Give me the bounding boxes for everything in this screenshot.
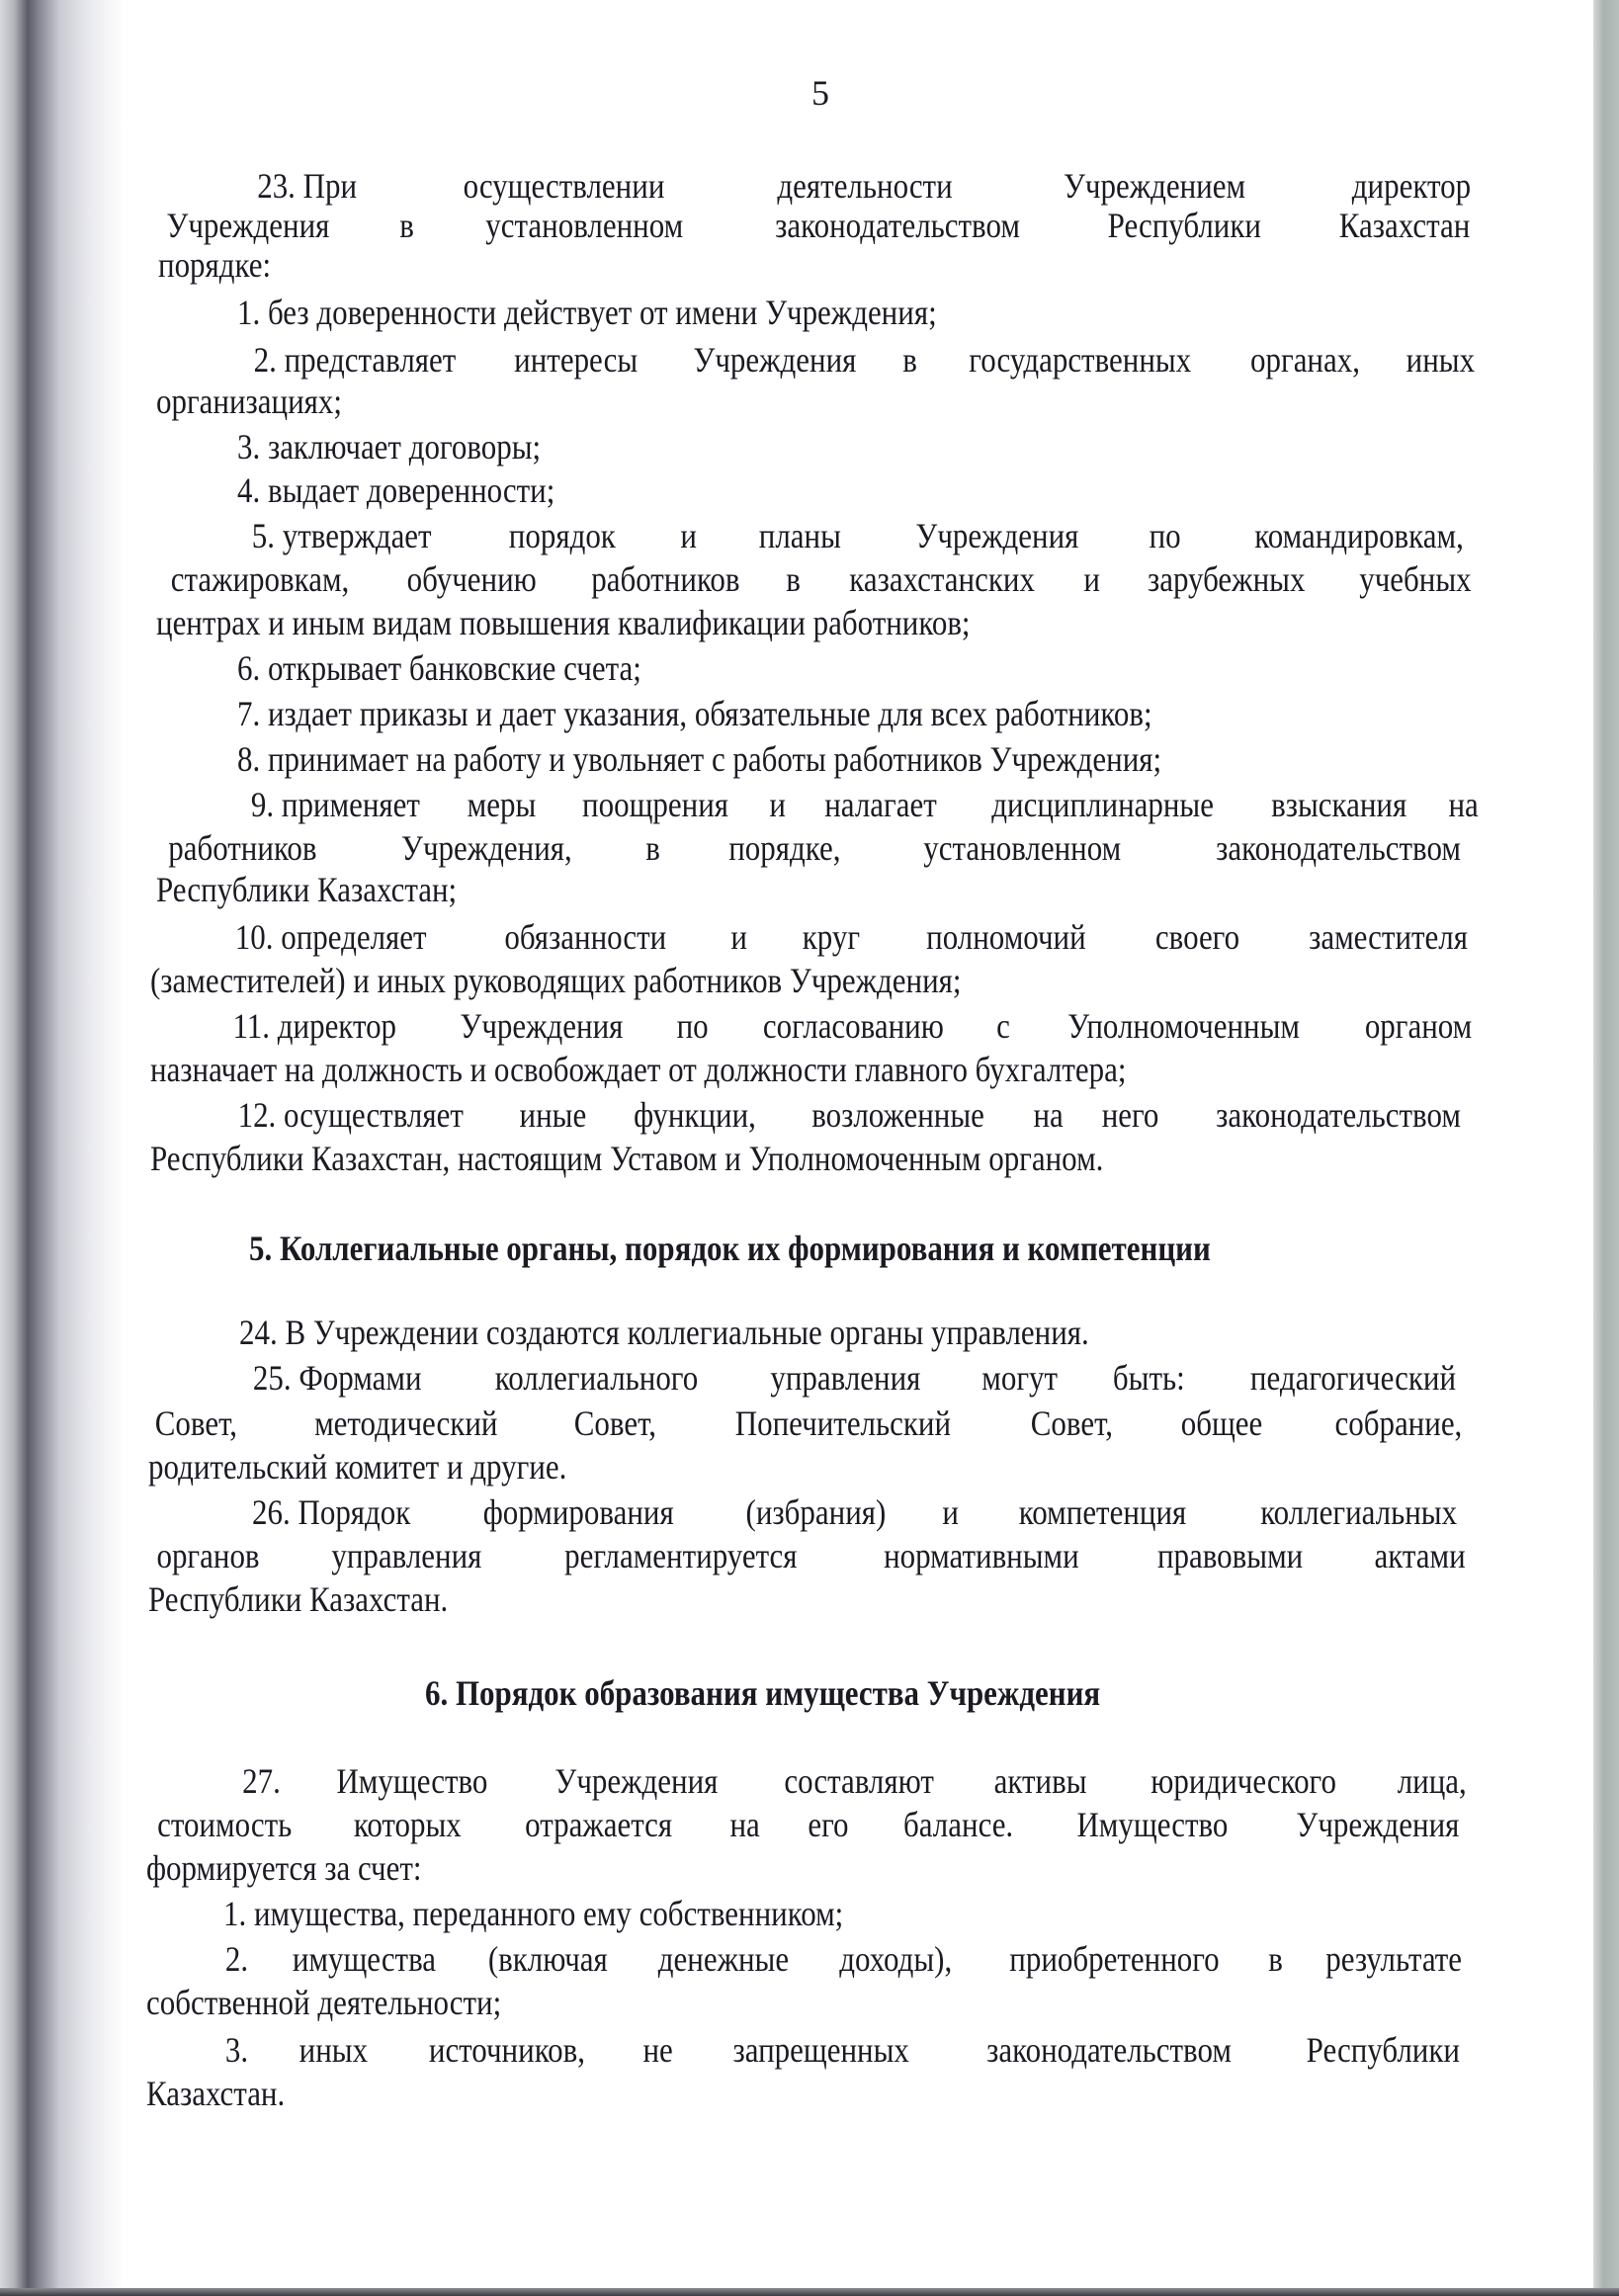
word: и <box>680 516 697 555</box>
word: на <box>1033 1095 1064 1135</box>
word: планы <box>758 516 842 555</box>
word: активы <box>993 1761 1087 1801</box>
scan-bottom-edge <box>0 2288 1619 2296</box>
word: Совет, <box>573 1403 656 1443</box>
word: командировкам, <box>1254 516 1464 555</box>
word: методический <box>313 1403 498 1443</box>
p27-line-1 <box>239 1761 1473 1801</box>
word: управления <box>331 1536 482 1575</box>
word: Имущество <box>1076 1805 1229 1844</box>
word: Совет, <box>154 1403 238 1443</box>
word: лица, <box>1398 1761 1468 1801</box>
word: заместителя <box>1308 917 1468 957</box>
word: его <box>808 1805 849 1844</box>
word: деятельности <box>777 166 953 206</box>
word: возложенные <box>811 1095 985 1135</box>
word: (избрания) <box>745 1492 886 1532</box>
word: результате <box>1324 1939 1462 1979</box>
p23-line-2 <box>153 206 1481 245</box>
p27-item-1: 1. имущества, переданного ему собственником; <box>223 1894 844 1933</box>
word: Учреждения, <box>400 828 572 868</box>
word: юридического <box>1150 1761 1336 1801</box>
word: запрещенных <box>732 2030 909 2070</box>
word: согласованию <box>762 1006 944 1046</box>
word: которых <box>354 1805 463 1844</box>
word: составляют <box>784 1761 934 1801</box>
p25-line-1 <box>239 1358 1473 1398</box>
section-5-heading: 5. Коллегиальные органы, порядок их формирования и компетенции <box>249 1229 1211 1268</box>
word: быть: <box>1112 1358 1185 1398</box>
word: налагает <box>824 785 937 824</box>
word: дисциплинарные <box>991 785 1215 824</box>
section-6-heading: 6. Порядок образования имущества Учреждения <box>425 1673 1101 1713</box>
word: управления <box>769 1358 920 1398</box>
word: осуществлении <box>463 166 665 206</box>
p23-item-2-line-1 <box>237 340 1481 380</box>
word: актами <box>1374 1536 1466 1575</box>
word: своего <box>1154 917 1240 957</box>
word: иных <box>1406 340 1476 380</box>
word: коллегиального <box>494 1358 699 1398</box>
p23-item-5-line-1 <box>237 516 1481 555</box>
word: 3. <box>224 2030 249 2070</box>
word: доходы), <box>839 1939 953 1979</box>
p23-item-12-line-1 <box>219 1095 1481 1135</box>
word: Учреждения <box>460 1006 624 1046</box>
word: 2. <box>224 1939 249 1979</box>
word: органов <box>156 1536 260 1575</box>
p23-item-1: 1. без доверенности действует от имени Учреждения; <box>237 293 937 332</box>
word: взыскания <box>1271 785 1407 824</box>
word: обязанности <box>504 917 667 957</box>
word: законодательством <box>774 206 1020 245</box>
word: Казахстан <box>1338 206 1471 245</box>
word: на <box>1448 785 1479 824</box>
word: в <box>398 206 414 245</box>
p25-line-3: родительский комитет и другие. <box>148 1447 567 1487</box>
word: Республики <box>1107 206 1261 245</box>
word: работников <box>591 559 740 599</box>
word: Учреждения <box>166 206 330 245</box>
word: зарубежных <box>1147 559 1306 599</box>
word: (включая <box>487 1939 608 1979</box>
p26-line-2 <box>148 1536 1473 1575</box>
word: в <box>1267 1939 1283 1979</box>
word: Учреждения <box>1296 1805 1460 1844</box>
p23-line-3: порядке: <box>158 245 272 285</box>
word: педагогический <box>1249 1358 1457 1398</box>
word: 9. применяет <box>250 785 420 824</box>
word: Совет, <box>1030 1403 1113 1443</box>
word: и <box>769 785 787 824</box>
p23-item-8: 8. принимает на работу и увольняет с работы работников Учреждения; <box>237 739 1162 779</box>
p23-item-11-line-2: назначает на должность и освобождает от должности главного бухгалтера; <box>150 1050 1127 1089</box>
scan-binding-shadow <box>0 0 124 2296</box>
p26-line-3: Республики Казахстан. <box>148 1579 449 1619</box>
word: по <box>1149 516 1181 555</box>
word: меры <box>467 785 537 824</box>
word: обучению <box>406 559 537 599</box>
word: и <box>1083 559 1101 599</box>
word: источников, <box>428 2030 585 2070</box>
word: Учреждения <box>915 516 1079 555</box>
p23-item-9-line-3: Республики Казахстан; <box>156 870 458 909</box>
word: общее <box>1181 1403 1263 1443</box>
word: порядок <box>509 516 617 555</box>
p23-line-1 <box>249 166 1481 206</box>
word: работников <box>168 828 317 868</box>
p23-item-10-line-1 <box>219 917 1481 957</box>
p27-item-2-line-1 <box>223 1939 1473 1979</box>
word: установленном <box>923 828 1122 868</box>
p27-line-2 <box>146 1805 1473 1844</box>
word: Уполномоченным <box>1067 1006 1301 1046</box>
word: в <box>902 340 918 380</box>
p23-item-11-line-1 <box>219 1006 1481 1046</box>
word: 25. Формами <box>252 1358 422 1398</box>
word: 23. При <box>257 166 358 206</box>
word: коллегиальных <box>1259 1492 1457 1532</box>
p23-item-5-line-2 <box>156 559 1481 599</box>
word: балансе. <box>902 1805 1014 1844</box>
p23-item-2-line-2: организациях; <box>156 382 342 421</box>
word: правовыми <box>1157 1536 1304 1575</box>
word: Попечительский <box>735 1403 952 1443</box>
word: законодательством <box>1216 828 1461 868</box>
word: Республики <box>1306 2030 1461 2070</box>
p26-line-1 <box>239 1492 1473 1532</box>
word: и <box>729 917 747 957</box>
page-number: 5 <box>811 73 829 113</box>
word: могут <box>981 1358 1058 1398</box>
word: 10. определяет <box>234 917 427 957</box>
word: него <box>1102 1095 1159 1135</box>
word: иных <box>298 2030 368 2070</box>
p23-item-12-line-2: Республики Казахстан, настоящим Уставом и Уполномоченным органом. <box>150 1139 1104 1178</box>
word: по <box>676 1006 709 1046</box>
p23-item-9-line-1 <box>237 785 1481 824</box>
word: собрание, <box>1334 1403 1463 1443</box>
word: стажировкам, <box>170 559 350 599</box>
word: в <box>786 559 802 599</box>
word: денежные <box>658 1939 790 1979</box>
word: приобретенного <box>1009 1939 1220 1979</box>
word: и <box>942 1492 960 1532</box>
word: не <box>642 2030 673 2070</box>
word: казахстанских <box>849 559 1036 599</box>
word: органом <box>1364 1006 1473 1046</box>
p27-item-3-line-2: Казахстан. <box>146 2074 286 2113</box>
p23-item-7: 7. издает приказы и дает указания, обязательные для всех работников; <box>237 694 1152 733</box>
word: 12. осуществляет <box>237 1095 464 1135</box>
word: установленном <box>485 206 684 245</box>
word: компетенция <box>1018 1492 1186 1532</box>
p23-item-9-line-2 <box>156 828 1481 868</box>
word: Учреждением <box>1064 166 1246 206</box>
p23-item-10-line-2: (заместителей) и иных руководящих работников Учреждения; <box>150 961 962 1000</box>
p25-line-2 <box>148 1403 1473 1443</box>
word: нормативными <box>883 1536 1079 1575</box>
word: стоимость <box>157 1805 293 1844</box>
word: поощрения <box>581 785 728 824</box>
word: формирования <box>483 1492 675 1532</box>
word: иные <box>519 1095 587 1135</box>
word: 27. <box>242 1761 281 1801</box>
p27-item-3-line-1 <box>223 2030 1473 2070</box>
word: 26. Порядок <box>252 1492 411 1532</box>
word: порядке, <box>727 828 841 868</box>
word: круг <box>802 917 860 957</box>
word: Учреждения <box>554 1761 718 1801</box>
word: 11. директор <box>232 1006 397 1046</box>
word: законодательством <box>1215 1095 1461 1135</box>
word: органах, <box>1249 340 1360 380</box>
word: с <box>996 1006 1011 1046</box>
word: функции, <box>633 1095 756 1135</box>
p23-item-3: 3. заключает договоры; <box>237 427 542 467</box>
word: Имущество <box>336 1761 488 1801</box>
word: регламентируется <box>564 1536 798 1575</box>
p23-item-5-line-3: центрах и иным видам повышения квалификации работников; <box>156 603 971 642</box>
p23-item-6: 6. открывает банковские счета; <box>237 648 641 688</box>
p27-item-2-line-2: собственной деятельности; <box>146 1983 502 2022</box>
word: государственных <box>969 340 1192 380</box>
word: 2. представляет <box>253 340 457 380</box>
p27-line-3: формируется за счет: <box>146 1848 422 1888</box>
p24: 24. В Учреждении создаются коллегиальные органы управления. <box>239 1313 1089 1352</box>
word: полномочий <box>926 917 1087 957</box>
word: имущества <box>292 1939 437 1979</box>
word: учебных <box>1359 559 1472 599</box>
word: в <box>644 828 660 868</box>
word: интересы <box>514 340 639 380</box>
word: 5. утверждает <box>251 516 432 555</box>
word: на <box>728 1805 760 1844</box>
word: Учреждения <box>693 340 857 380</box>
scan-right-edge <box>1593 0 1619 2296</box>
p23-item-4: 4. выдает доверенности; <box>237 470 555 510</box>
word: законодательством <box>985 2030 1232 2070</box>
word: отражается <box>525 1805 673 1844</box>
word: директор <box>1351 166 1472 206</box>
